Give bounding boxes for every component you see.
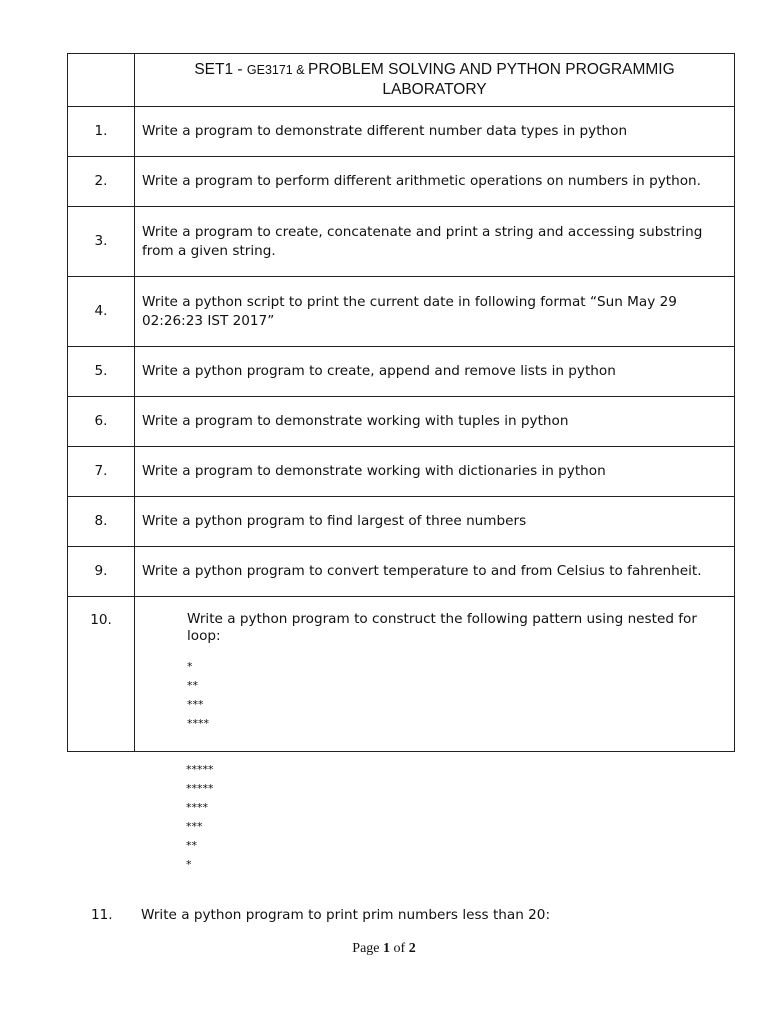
question-text: Write a python program to construct the following pattern using nested for loop: <box>187 611 697 644</box>
table-row <box>68 107 735 157</box>
question-cell <box>135 597 735 752</box>
question-text: Write a python program to find largest of three numbers <box>135 497 735 547</box>
pattern-line: **** <box>186 801 208 814</box>
page-word: Page <box>352 941 384 956</box>
question-number: 7. <box>68 447 135 497</box>
question-number: 3. <box>68 207 135 277</box>
course-code: GE3171 & <box>246 63 309 77</box>
question-number: 10. <box>68 597 135 752</box>
table-row <box>68 157 735 207</box>
question-text: Write a program to perform different arithmetic operations on numbers in python. <box>135 157 735 207</box>
pattern-line: ***** <box>186 763 214 776</box>
question-number: 2. <box>68 157 135 207</box>
table-row <box>68 597 735 752</box>
of-word: of <box>390 941 409 956</box>
pattern-line: * <box>186 858 192 871</box>
question-number: 5. <box>68 347 135 397</box>
title-row <box>68 54 735 107</box>
set-label: SET1 - <box>194 61 247 78</box>
table-row <box>68 547 735 597</box>
pattern-line: ** <box>187 679 198 692</box>
question-number: 9. <box>68 547 135 597</box>
question-number: 11. <box>91 907 113 923</box>
document-title <box>135 54 735 107</box>
question-number: 4. <box>68 277 135 347</box>
table-row <box>68 207 735 277</box>
title-empty-cell <box>68 54 135 107</box>
question-text: Write a program to demonstrate different number data types in python <box>135 107 735 157</box>
table-row <box>68 397 735 447</box>
star-pattern-part-1 <box>187 657 726 733</box>
table-row <box>68 447 735 497</box>
table-row <box>68 497 735 547</box>
pattern-line: ***** <box>186 782 214 795</box>
lab-exercise-table <box>67 53 735 752</box>
page-footer <box>0 941 768 957</box>
question-text: Write a python program to convert temperature to and from Celsius to fahrenheit. <box>135 547 735 597</box>
question-text: Write a python program to create, append and remove lists in python <box>135 347 735 397</box>
question-text: Write a python script to print the current date in following format “Sun May 29 02:26:23 IST 2017” <box>135 277 735 347</box>
question-text: Write a program to demonstrate working with tuples in python <box>135 397 735 447</box>
table-row <box>68 277 735 347</box>
question-text: Write a program to create, concatenate and print a string and accessing substring from a given string. <box>135 207 735 277</box>
pattern-line: *** <box>186 820 203 833</box>
current-page: 1 <box>383 941 391 956</box>
pattern-line: **** <box>187 717 209 730</box>
pattern-line: *** <box>187 698 204 711</box>
pattern-line: * <box>187 660 193 673</box>
question-text: Write a python program to print prim numbers less than 20: <box>141 907 551 923</box>
table-row <box>68 347 735 397</box>
title-line-1 <box>135 60 734 80</box>
question-number: 6. <box>68 397 135 447</box>
star-pattern-part-2 <box>186 760 214 874</box>
question-number: 1. <box>68 107 135 157</box>
title-text-1: PROBLEM SOLVING AND PYTHON PROGRAMMIG <box>308 61 675 78</box>
total-pages: 2 <box>408 941 416 956</box>
pattern-line: ** <box>186 839 197 852</box>
title-line-2: LABORATORY <box>382 81 487 98</box>
question-text: Write a program to demonstrate working with dictionaries in python <box>135 447 735 497</box>
question-number: 8. <box>68 497 135 547</box>
